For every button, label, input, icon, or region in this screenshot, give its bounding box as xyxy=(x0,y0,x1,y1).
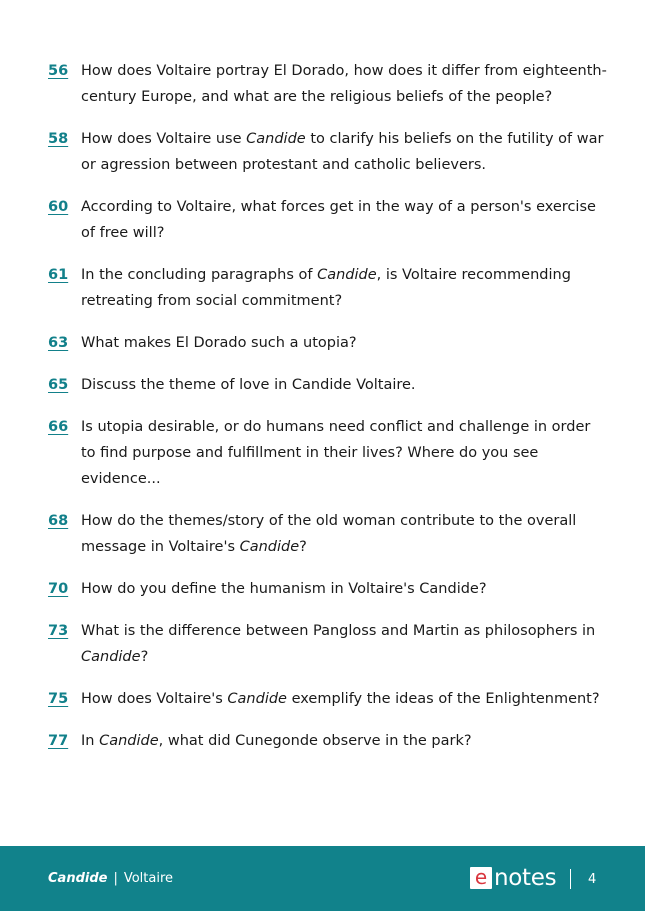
question-page-link[interactable]: 60 xyxy=(48,199,69,215)
question-page-link[interactable]: 68 xyxy=(48,513,69,529)
question-item xyxy=(48,618,608,670)
question-text-part: According to Voltaire, what forces get in the way of a person's exercise of free will? xyxy=(81,199,596,241)
question-item xyxy=(48,262,608,314)
question-item xyxy=(48,372,608,398)
question-text-part: ? xyxy=(299,539,307,555)
question-text-part: In the concluding paragraphs of xyxy=(81,267,318,283)
question-text-part: How does Voltaire's xyxy=(81,691,228,707)
question-item xyxy=(48,330,608,356)
question-italic-title: Candide xyxy=(239,539,300,555)
question-text-part: Discuss the theme of love in Candide Voltaire. xyxy=(81,377,416,393)
question-text-part: What makes El Dorado such a utopia? xyxy=(81,335,357,351)
enotes-logo-text: notes xyxy=(494,865,557,891)
footer-book-title: Candide xyxy=(48,871,108,886)
question-page-link[interactable]: 56 xyxy=(48,63,69,79)
question-text-part: , is Voltaire recommending retreating from social commitment? xyxy=(81,267,571,309)
question-item xyxy=(48,728,608,754)
question-list xyxy=(48,58,608,770)
footer-title xyxy=(48,870,173,888)
question-text-part: , what did Cunegonde observe in the park? xyxy=(158,733,472,749)
page-footer xyxy=(0,846,645,911)
question-italic-title: Candide xyxy=(317,267,377,283)
footer-separator: | xyxy=(113,871,118,886)
question-text xyxy=(81,262,608,314)
question-item xyxy=(48,58,608,110)
question-page-link[interactable]: 73 xyxy=(48,623,69,639)
question-text-part: exemplify the ideas of the Enlightenment? xyxy=(286,691,600,707)
question-text-part: What is the difference between Pangloss and Martin as philosophers in xyxy=(81,623,596,639)
question-text xyxy=(81,330,357,356)
question-text xyxy=(81,414,608,492)
footer-page-number: 4 xyxy=(588,872,597,887)
question-item xyxy=(48,414,608,492)
question-text-part: How do the themes/story of the old woman contribute to the overall message in Voltaire's xyxy=(81,513,577,555)
question-text-part: ? xyxy=(140,649,149,665)
question-text xyxy=(81,686,600,712)
question-item xyxy=(48,508,608,560)
footer-author: Voltaire xyxy=(123,871,174,886)
question-page-link[interactable]: 70 xyxy=(48,581,69,597)
question-page-link[interactable]: 75 xyxy=(48,691,69,707)
question-text xyxy=(81,58,608,110)
question-text-part: How does Voltaire use xyxy=(81,131,247,147)
question-page-link[interactable]: 58 xyxy=(48,131,69,147)
question-text xyxy=(81,126,608,178)
question-text xyxy=(81,576,487,602)
question-text-part: Is utopia desirable, or do humans need conflict and challenge in order to find purpose and fulfillment in their lives? Where do you see evidence... xyxy=(81,419,591,487)
question-text xyxy=(81,618,608,670)
footer-divider xyxy=(570,869,571,889)
question-text-part: to clarify his beliefs on the futility of war or agression between protestant and catholic believers. xyxy=(81,131,604,173)
enotes-logo-e-icon: e xyxy=(470,867,492,889)
question-italic-title: Candide xyxy=(99,733,159,749)
question-text xyxy=(81,728,472,754)
question-italic-title: Candide xyxy=(246,131,306,147)
question-page-link[interactable]: 65 xyxy=(48,377,69,393)
question-text-part: In xyxy=(81,733,100,749)
question-text xyxy=(81,194,608,246)
question-text xyxy=(81,508,608,560)
question-text-part: How does Voltaire portray El Dorado, how does it differ from eighteenth-century Europe, and what are the religious beliefs of the people? xyxy=(81,63,607,105)
question-text-part: How do you define the humanism in Voltaire's Candide? xyxy=(81,581,487,597)
enotes-logo xyxy=(470,866,556,890)
question-text xyxy=(81,372,416,398)
question-italic-title: Candide xyxy=(81,649,141,665)
question-item xyxy=(48,126,608,178)
question-page-link[interactable]: 63 xyxy=(48,335,69,351)
question-page-link[interactable]: 66 xyxy=(48,419,69,435)
question-page-link[interactable]: 61 xyxy=(48,267,69,283)
question-italic-title: Candide xyxy=(227,691,287,707)
question-page-link[interactable]: 77 xyxy=(48,733,69,749)
question-item xyxy=(48,576,608,602)
question-item xyxy=(48,686,608,712)
question-item xyxy=(48,194,608,246)
